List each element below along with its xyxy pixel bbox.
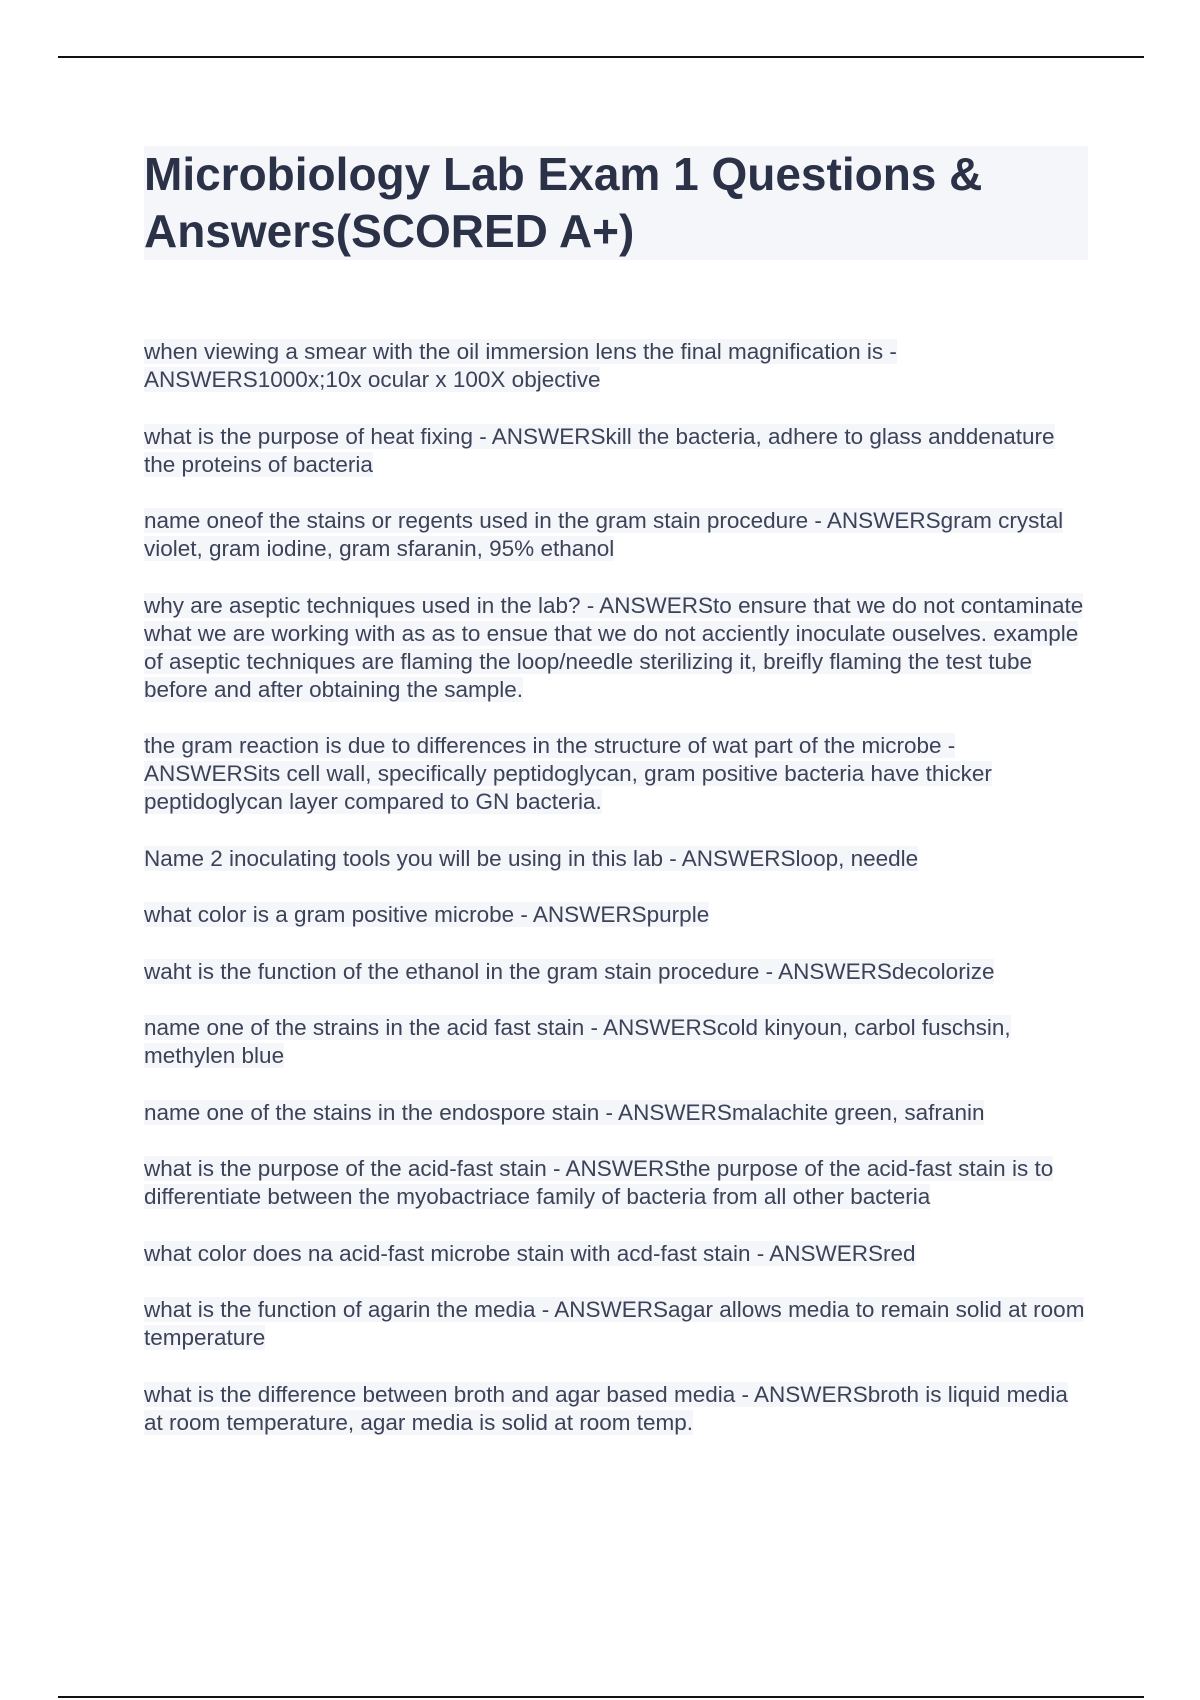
qa-list [144,338,1088,1465]
qa-item [144,592,1088,704]
qa-item [144,732,1088,816]
document-title: Microbiology Lab Exam 1 Questions & Answers(SCORED A+) [144,148,983,257]
qa-item [144,507,1088,563]
qa-text: waht is the function of the ethanol in the gram stain procedure - ANSWERSdecolorize [144,958,995,984]
qa-text: what is the function of agarin the media - ANSWERSagar allows media to remain solid at room temperature [144,1297,1085,1350]
qa-text: name one of the stains in the endospore stain - ANSWERSmalachite green, safranin [144,1099,985,1125]
footer-rule [58,1696,1144,1698]
qa-text: what color does na acid-fast microbe stain with acd-fast stain - ANSWERSred [144,1240,916,1266]
qa-text: why are aseptic techniques used in the lab? - ANSWERSto ensure that we do not contaminate what we are working with as as to ensue that we do not acciently inoculate ouselves. example of aseptic techniques are flaming the loop/needle sterilizing it, breifly flaming the test tube before and after obtaining the sample. [144,592,1084,702]
qa-item [144,1014,1088,1070]
qa-text: what is the difference between broth and agar based media - ANSWERSbroth is liquid media at room temperature, agar media is solid at room temp. [144,1381,1068,1435]
qa-text: Name 2 inoculating tools you will be using in this lab - ANSWERSloop, needle [144,845,919,871]
qa-text: the gram reaction is due to differences in the structure of wat part of the microbe - ANSWERSits cell wall, specifically peptidoglycan, gram positive bacteria have thicker peptidoglycan layer compared to GN bacteria. [144,733,992,814]
qa-item [144,1381,1088,1437]
qa-item [144,1296,1088,1352]
qa-item [144,1240,1088,1268]
qa-item [144,958,1088,986]
qa-item [144,423,1088,479]
qa-text: name one of the strains in the acid fast stain - ANSWERScold kinyoun, carbol fuschsin, methylen blue [144,1015,1011,1068]
qa-item [144,845,1088,873]
qa-text: what is the purpose of the acid-fast stain - ANSWERSthe purpose of the acid-fast stain is to differentiate between the myobactriace family of bacteria from all other bacteria [144,1156,1054,1209]
qa-text: what is the purpose of heat fixing - ANSWERSkill the bacteria, adhere to glass anddenature the proteins of bacteria [144,423,1055,477]
qa-text: name oneof the stains or regents used in the gram stain procedure - ANSWERSgram crystal violet, gram iodine, gram sfaranin, 95% ethanol [144,508,1064,561]
qa-item [144,338,1088,394]
qa-item [144,1155,1088,1211]
qa-item [144,901,1088,929]
qa-item [144,1099,1088,1127]
title-block [144,146,1088,260]
header-rule [58,56,1144,58]
qa-text: what color is a gram positive microbe - ANSWERSpurple [144,902,710,927]
qa-text: when viewing a smear with the oil immersion lens the final magnification is - ANSWERS1000x;10x ocular x 100X objective [144,339,897,392]
